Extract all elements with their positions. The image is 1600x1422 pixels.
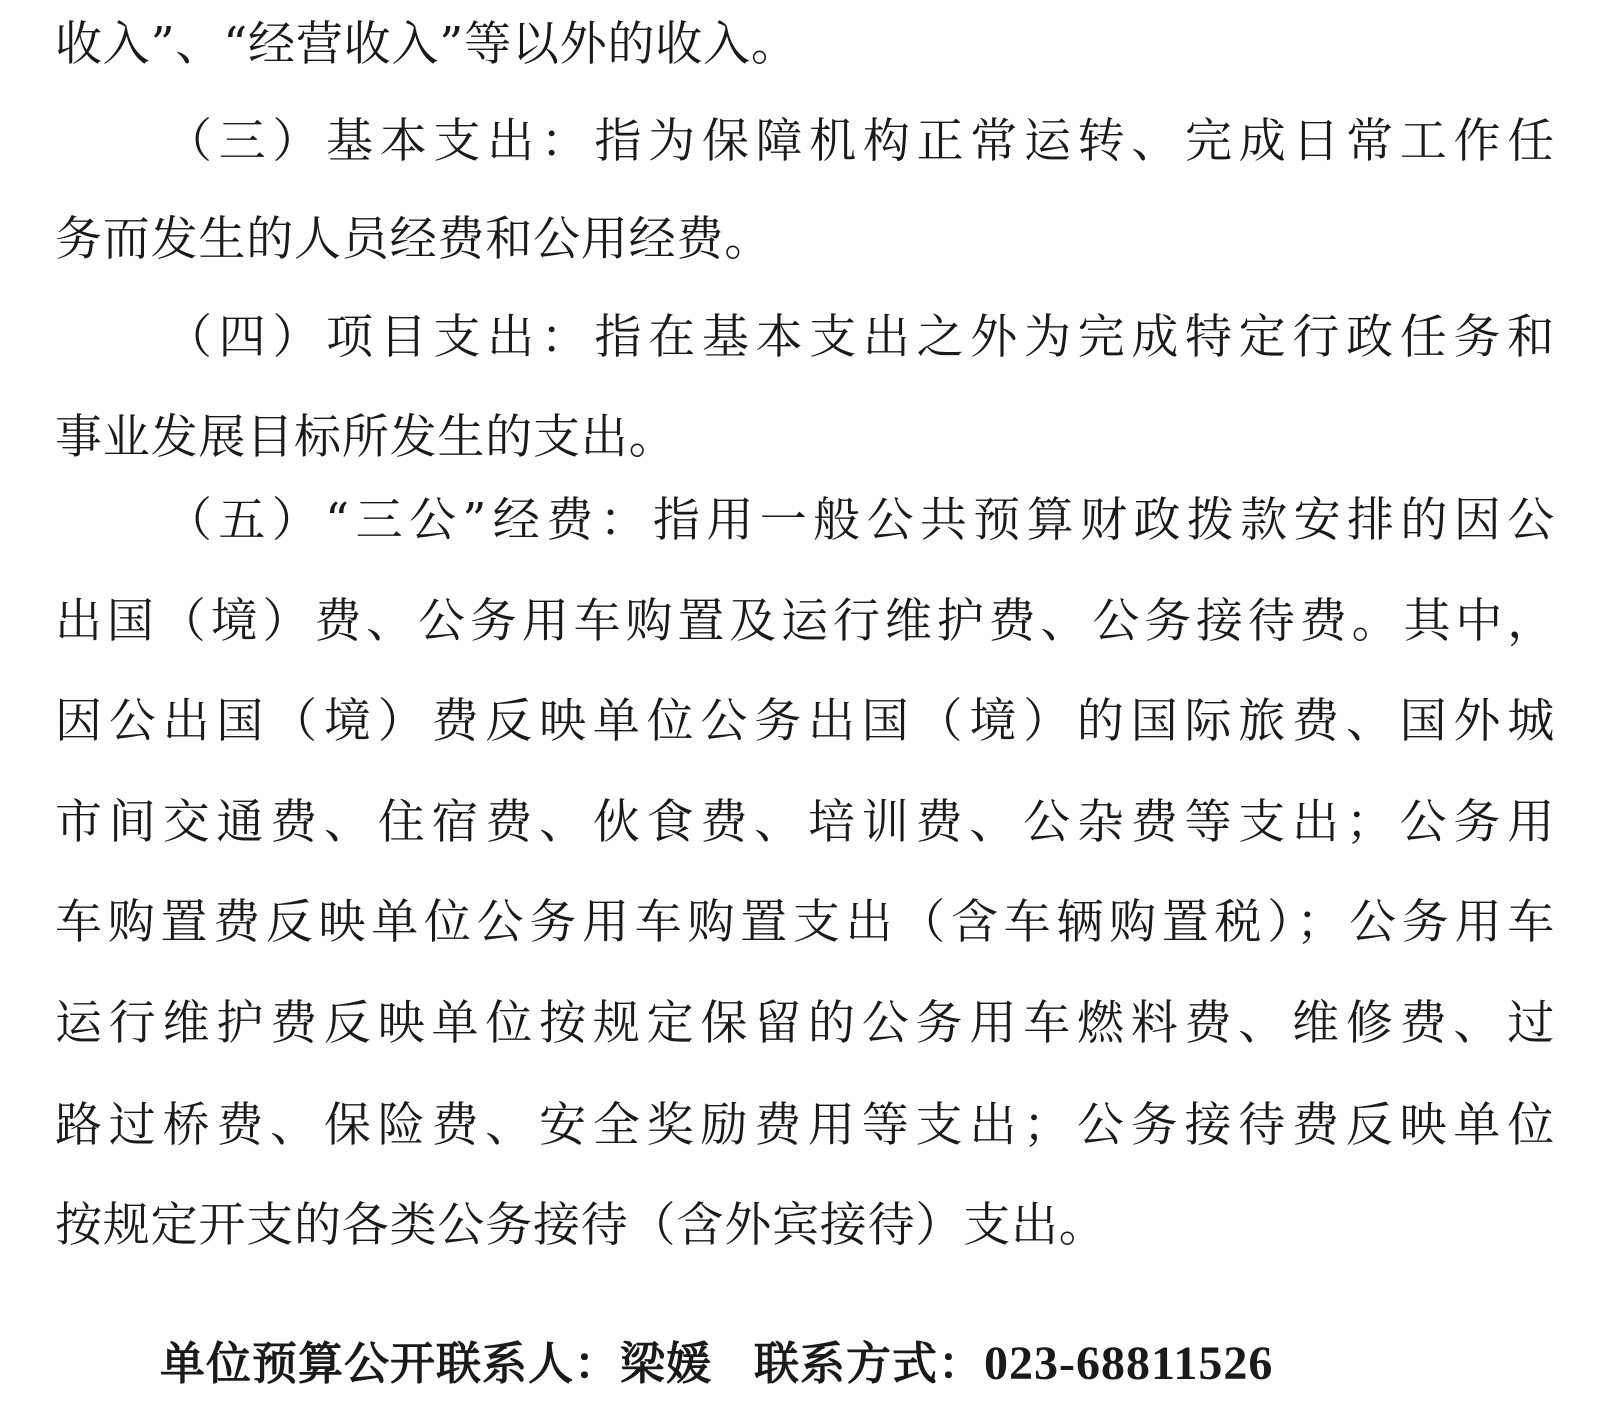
text-line-13: 按规定开支的各类公务接待（含外宾接待）支出。 xyxy=(55,1198,1107,1253)
text-line-10: 车购置费反映单位公务用车购置支出（含车辆购置税）；公务用车 xyxy=(55,895,1555,950)
contact-person-label: 单位预算公开联系人： xyxy=(160,1337,621,1390)
text-line-4: （四）项目支出：指在基本支出之外为完成特定行政任务和 xyxy=(165,310,1555,365)
text-line-2: （三）基本支出：指为保障机构正常运转、完成日常工作任 xyxy=(165,114,1555,169)
contact-phone: 023-68811526 xyxy=(984,1337,1274,1390)
text-line-7: 出国（境）费、公务用车购置及运行维护费、公务接待费。其中， xyxy=(55,594,1555,649)
contact-method-label: 联系方式： xyxy=(754,1337,985,1390)
text-line-1: 收入”、“经营收入”等以外的收入。 xyxy=(55,17,799,72)
text-line-6: （五）“三公”经费：指用一般公共预算财政拨款安排的因公 xyxy=(165,493,1555,548)
text-line-5: 事业发展目标所发生的支出。 xyxy=(55,410,677,465)
text-line-12: 路过桥费、保险费、安全奖励费用等支出；公务接待费反映单位 xyxy=(55,1098,1555,1153)
contact-line xyxy=(160,1337,1274,1390)
text-line-3: 务而发生的人员经费和公用经费。 xyxy=(55,212,772,267)
contact-person-name: 梁媛 xyxy=(620,1337,713,1390)
text-line-8: 因公出国（境）费反映单位公务出国（境）的国际旅费、国外城 xyxy=(55,694,1555,749)
text-line-11: 运行维护费反映单位按规定保留的公务用车燃料费、维修费、过 xyxy=(55,996,1555,1051)
text-line-9: 市间交通费、住宿费、伙食费、培训费、公杂费等支出；公务用 xyxy=(55,795,1555,850)
